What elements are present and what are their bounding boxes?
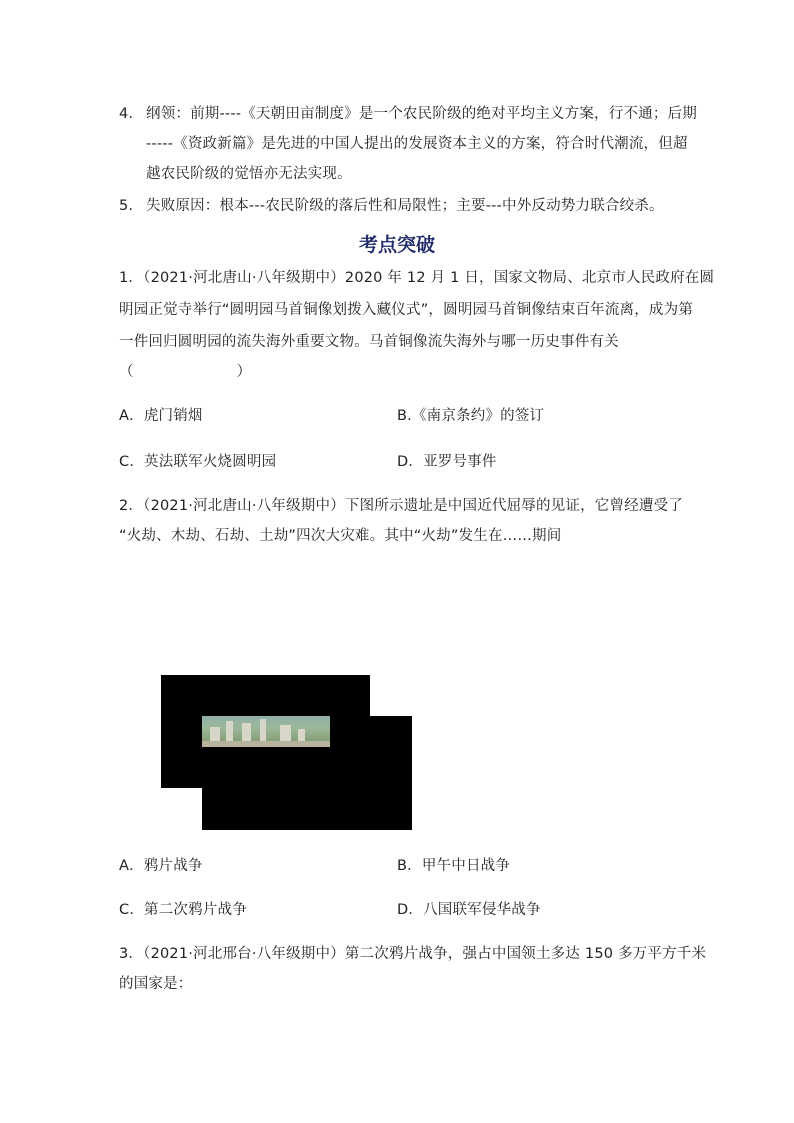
redaction-block xyxy=(330,716,412,747)
q1-line2: 明园正觉寺举行“圆明园马首铜像划拨入藏仪式”，圆明园马首铜像结束百年流离，成为第 xyxy=(119,302,694,318)
q1-option-c: C．英法联军火烧圆明园 xyxy=(119,454,277,470)
item4-line2: -----《资政新篇》是先进的中国人提出的发展资本主义的方案，符合时代潮流，但超 xyxy=(146,136,688,152)
redaction-block xyxy=(202,747,370,788)
q2-line2: “火劫、木劫、石劫、土劫”四次大灾难。其中“火劫”发生在……期间 xyxy=(119,528,562,544)
redaction-block xyxy=(161,675,370,716)
q2-option-d: D．八国联军侵华战争 xyxy=(397,902,541,918)
item4-line1: 纲领：前期----《天朝田亩制度》是一个农民阶级的绝对平均主义方案，行不通；后期 xyxy=(146,106,697,122)
q2-option-b: B．甲午中日战争 xyxy=(397,858,511,874)
item4-number: 4. xyxy=(119,106,134,122)
q1-option-d: D．亚罗号事件 xyxy=(397,454,497,470)
item4-line3: 越农民阶级的觉悟亦无法实现。 xyxy=(146,166,352,182)
section-title: 考点突破 xyxy=(358,234,435,256)
item5-number: 5. xyxy=(119,198,134,214)
q1-answer-blank: （ ） xyxy=(119,364,252,380)
redaction-block xyxy=(202,788,370,830)
item5-line1: 失败原因：根本---农民阶级的落后性和局限性；主要---中外反动势力联合绞杀。 xyxy=(146,198,664,214)
q1-line3: 一件回归圆明园的流失海外重要文物。马首铜像流失海外与哪一历史事件有关 xyxy=(119,334,619,350)
q1-option-a: A．虎门销烟 xyxy=(119,408,203,424)
redaction-block xyxy=(370,747,412,830)
q2-line1: 2．（2021·河北唐山·八年级期中）下图所示遗址是中国近代屈辱的见证，它曾经遭受了 xyxy=(119,498,683,514)
q3-line1: 3．（2021·河北邢台·八年级期中）第二次鸦片战争，强占中国领土多达 150 多万平方千米 xyxy=(119,946,707,962)
q3-line2: 的国家是： xyxy=(119,976,193,992)
q1-line1: 1．（2021·河北唐山·八年级期中）2020 年 12 月 1 日，国家文物局、北京市人民政府在圆 xyxy=(119,270,715,286)
ruins-photo xyxy=(202,716,330,747)
q2-option-a: A．鸦片战争 xyxy=(119,858,203,874)
q2-option-c: C．第二次鸦片战争 xyxy=(119,902,247,918)
q1-option-b: B.《南京条约》的签订 xyxy=(397,408,545,424)
redaction-block xyxy=(161,716,202,788)
